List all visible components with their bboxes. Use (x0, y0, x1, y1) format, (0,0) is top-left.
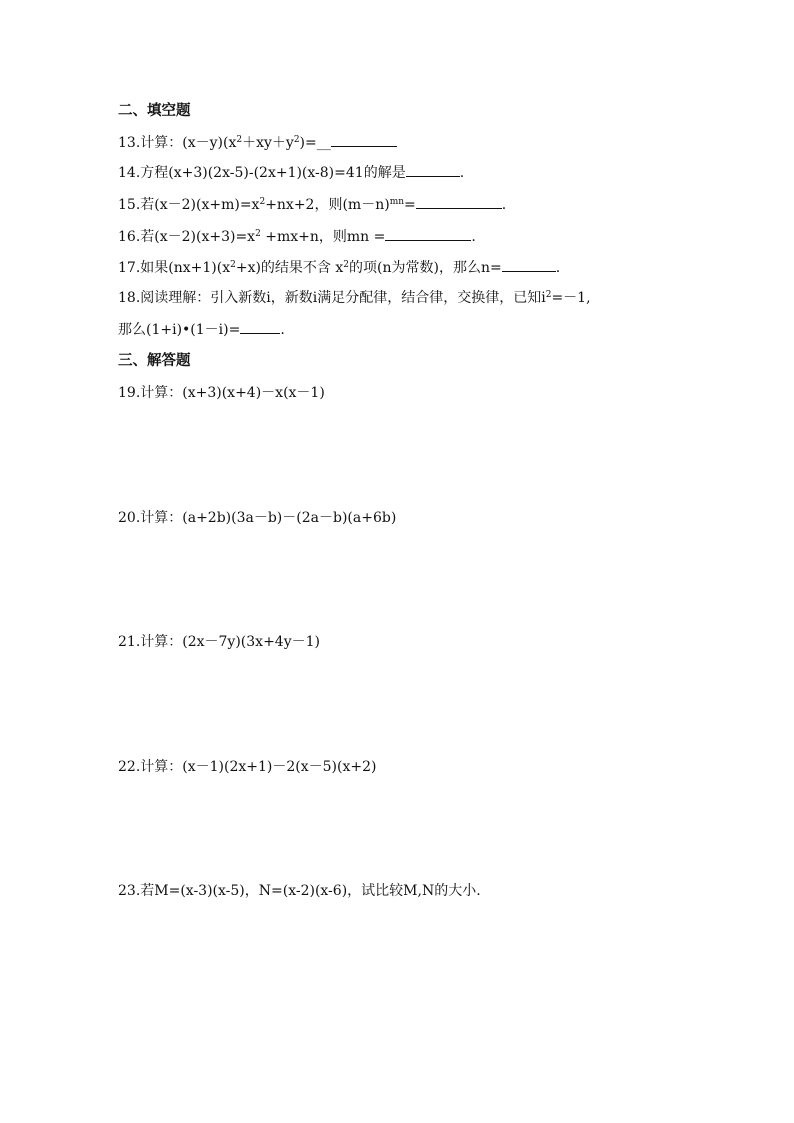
question-17 (118, 258, 560, 278)
q13-text-a: 13.计算：(x－y)(x (118, 135, 237, 151)
q15-text-a: 15.若(x－2)(x+m)=x (118, 197, 260, 213)
q17-sup-1: 2 (230, 260, 236, 270)
q16-text-a: 16.若(x－2)(x+3)=x (118, 229, 256, 245)
q13-sup-1: 2 (236, 135, 243, 145)
q15-sup-1: 2 (259, 197, 266, 207)
q16-text-b: +mx+n，则mn = (260, 229, 386, 245)
q15-text-c: = (404, 197, 416, 213)
question-13 (118, 133, 397, 153)
question-20: 20.计算：(a+2b)(3a－b)－(2a－b)(a+6b) (118, 510, 397, 526)
q17-text-b: +x)的结果不含 x (235, 260, 344, 276)
q13-sup-2: 2 (293, 135, 300, 145)
q17-end: . (555, 260, 561, 276)
q15-answer-blank[interactable] (416, 195, 502, 209)
q17-text-a: 17.如果(nx+1)(x (118, 260, 231, 276)
q14-answer-blank[interactable] (406, 163, 460, 177)
section-heading-answer: 三、解答题 (118, 353, 191, 369)
question-21: 21.计算：(2x－7y)(3x+4y－1) (118, 634, 320, 650)
question-19: 19.计算：(x+3)(x+4)－x(x－1) (118, 385, 325, 401)
question-14 (118, 163, 464, 183)
q14-end: . (459, 165, 465, 181)
q17-answer-blank[interactable] (502, 258, 556, 272)
q16-end: . (471, 229, 476, 245)
question-15 (118, 195, 506, 215)
question-16 (118, 227, 476, 247)
q18-end: . (280, 322, 285, 338)
q13-answer-blank[interactable] (331, 133, 397, 147)
q18-text-c: 那么(1+i)•(1－i)= (118, 322, 241, 338)
q13-text-c: )=__ (299, 135, 331, 151)
q18-text-b: =－1, (551, 290, 591, 306)
section-heading-fill-in: 二、填空题 (118, 103, 191, 119)
q15-text-b: +nx+2，则(m－n) (265, 197, 390, 213)
q18-sup-1: 2 (545, 290, 552, 300)
q18-answer-blank[interactable] (240, 320, 280, 334)
q14-text: 14.方程(x+3)(2x-5)-(2x+1)(x-8)=41的解是 (118, 165, 406, 181)
question-22: 22.计算：(x－1)(2x+1)－2(x－5)(x+2) (118, 759, 377, 775)
q16-answer-blank[interactable] (385, 227, 471, 241)
question-18-line-1 (118, 288, 591, 308)
q15-end: . (501, 197, 507, 213)
q17-sup-2: 2 (343, 260, 350, 270)
question-23: 23.若M=(x-3)(x-5)，N=(x-2)(x-6)，试比较M,N的大小. (118, 883, 481, 899)
q13-text-b: ＋xy＋y (242, 135, 294, 151)
question-18-line-2 (118, 320, 285, 340)
q15-sup-2: mn (389, 197, 405, 207)
q17-text-c: 的项(n为常数)，那么n= (349, 260, 502, 276)
q18-text-a: 18.阅读理解：引入新数i，新数i满足分配律，结合律，交换律，已知i (118, 290, 546, 306)
q16-sup-1: 2 (255, 229, 261, 239)
